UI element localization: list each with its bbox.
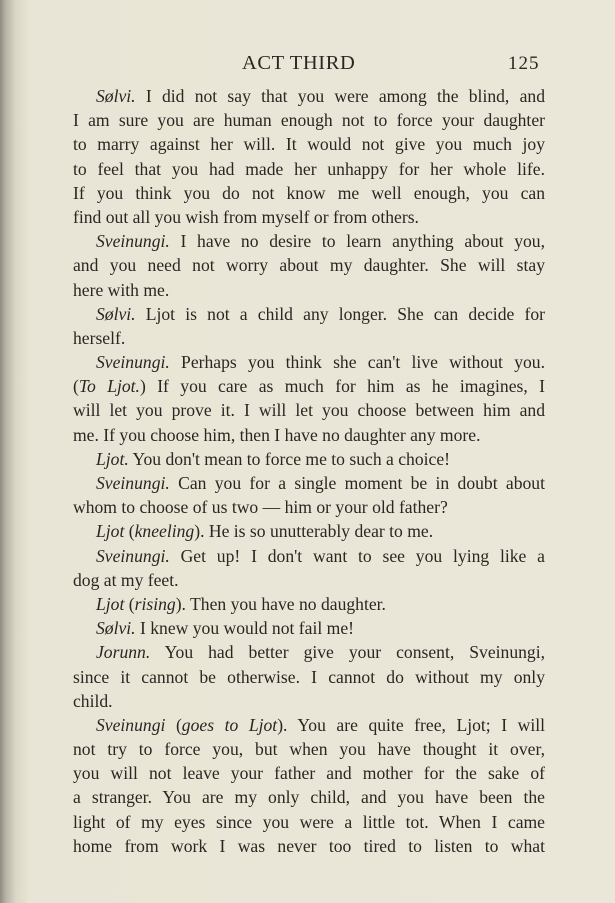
text-line	[73, 761, 545, 785]
text-line	[73, 495, 545, 519]
text-line	[73, 592, 545, 616]
italic-text: Sveinungi.	[96, 545, 170, 566]
text-line	[73, 785, 545, 809]
text-span: I knew you would not fail me!	[135, 618, 354, 639]
italic-text: Sølvi.	[96, 86, 136, 106]
text-span: dog at my feet.	[73, 569, 179, 590]
italic-text: To Ljot.	[78, 376, 140, 397]
italic-text: rising	[134, 593, 176, 614]
italic-text: Sveinungi.	[96, 352, 170, 373]
text-span: (	[165, 714, 182, 735]
text-span: to feel that you had made her unhappy for her whole life.	[73, 158, 545, 179]
running-title: ACT THIRD	[242, 52, 356, 74]
text-line	[73, 713, 545, 737]
text-line	[73, 423, 545, 447]
italic-text: kneeling	[134, 521, 195, 542]
text-span: ) If you care as much for him as he imagines, I	[139, 376, 545, 397]
text-span: ). He is so unutterably dear to me.	[194, 521, 434, 542]
text-line	[73, 374, 545, 398]
text-span: Perhaps you think she can't live without you.	[169, 352, 545, 373]
text-line	[73, 398, 545, 422]
text-line	[73, 205, 545, 229]
body-text	[73, 84, 545, 858]
text-line	[73, 810, 545, 834]
italic-text: goes to Ljot	[181, 714, 278, 735]
text-line	[73, 278, 545, 302]
page-number: 125	[508, 53, 540, 74]
italic-text: Sveinungi	[96, 714, 166, 735]
text-line	[73, 471, 545, 495]
text-span: (	[124, 521, 135, 542]
text-span: Get up! I don't want to see you lying like a	[169, 545, 545, 566]
text-span: light of my eyes since you were a little tot. When I came	[73, 811, 545, 832]
text-span: not try to force you, but when you have thought it over,	[73, 739, 545, 760]
italic-text: Sveinungi.	[96, 231, 170, 252]
text-span: since it cannot be otherwise. I cannot do without my only	[73, 666, 545, 687]
text-line	[73, 108, 545, 132]
text-span: home from work I was never too tired to listen to what	[73, 835, 545, 856]
text-line	[73, 689, 545, 713]
text-line	[73, 229, 545, 253]
text-line	[73, 665, 545, 689]
text-line	[73, 519, 545, 543]
text-span: (	[124, 593, 135, 614]
text-line	[73, 616, 545, 640]
text-line	[73, 737, 545, 761]
italic-text: Sølvi.	[96, 303, 136, 324]
text-span: You had better give your consent, Sveinungi,	[150, 642, 545, 663]
italic-text: Ljot	[96, 521, 125, 542]
text-span: I did not say that you were among the blind, and	[135, 86, 545, 106]
text-span: here with me.	[73, 279, 170, 300]
text-span: me. If you choose him, then I have no daughter any more.	[73, 424, 481, 445]
italic-text: Jorunn.	[96, 642, 151, 663]
text-span: you will not leave your father and mother for the sake of	[73, 763, 545, 784]
text-line	[73, 132, 545, 156]
text-line	[73, 350, 545, 374]
text-span: I am sure you are human enough not to force your daughter	[73, 110, 545, 131]
text-line	[73, 326, 545, 350]
page-header	[0, 50, 615, 80]
text-line	[73, 157, 545, 181]
text-line	[73, 834, 545, 858]
text-span: child.	[73, 690, 113, 711]
text-span: ). Then you have no daughter.	[175, 593, 386, 614]
text-line	[73, 84, 545, 108]
text-line	[73, 302, 545, 326]
text-span: You don't mean to force me to such a choice!	[128, 448, 451, 469]
text-line	[73, 181, 545, 205]
text-span: Can you for a single moment be in doubt about	[169, 473, 545, 493]
text-line	[73, 544, 545, 568]
text-span: to marry against her will. It would not give you much joy	[73, 134, 545, 155]
text-line	[73, 640, 545, 664]
text-span: will let you prove it. I will let you choose between him and	[73, 400, 545, 421]
text-span: and you need not worry about my daughter. She will stay	[73, 255, 545, 276]
italic-text: Sveinungi.	[96, 473, 170, 493]
italic-text: Ljot	[96, 593, 125, 614]
italic-text: Sølvi.	[96, 618, 136, 639]
text-line	[73, 253, 545, 277]
text-span: I have no desire to learn anything about you,	[169, 231, 545, 252]
italic-text: Ljot.	[96, 448, 129, 469]
text-line	[73, 447, 545, 471]
text-span: find out all you wish from myself or from others.	[73, 206, 419, 227]
text-span: a stranger. You are my only child, and you have been the	[73, 787, 545, 808]
text-span: whom to choose of us two — him or your old father?	[73, 497, 448, 518]
text-span: If you think you do not know me well enough, you can	[73, 182, 545, 203]
text-line	[73, 568, 545, 592]
text-span: herself.	[73, 327, 126, 348]
text-span: Ljot is not a child any longer. She can decide for	[135, 303, 545, 324]
text-span: ). You are quite free, Ljot; I will	[277, 714, 545, 735]
text-span: (	[73, 376, 79, 397]
